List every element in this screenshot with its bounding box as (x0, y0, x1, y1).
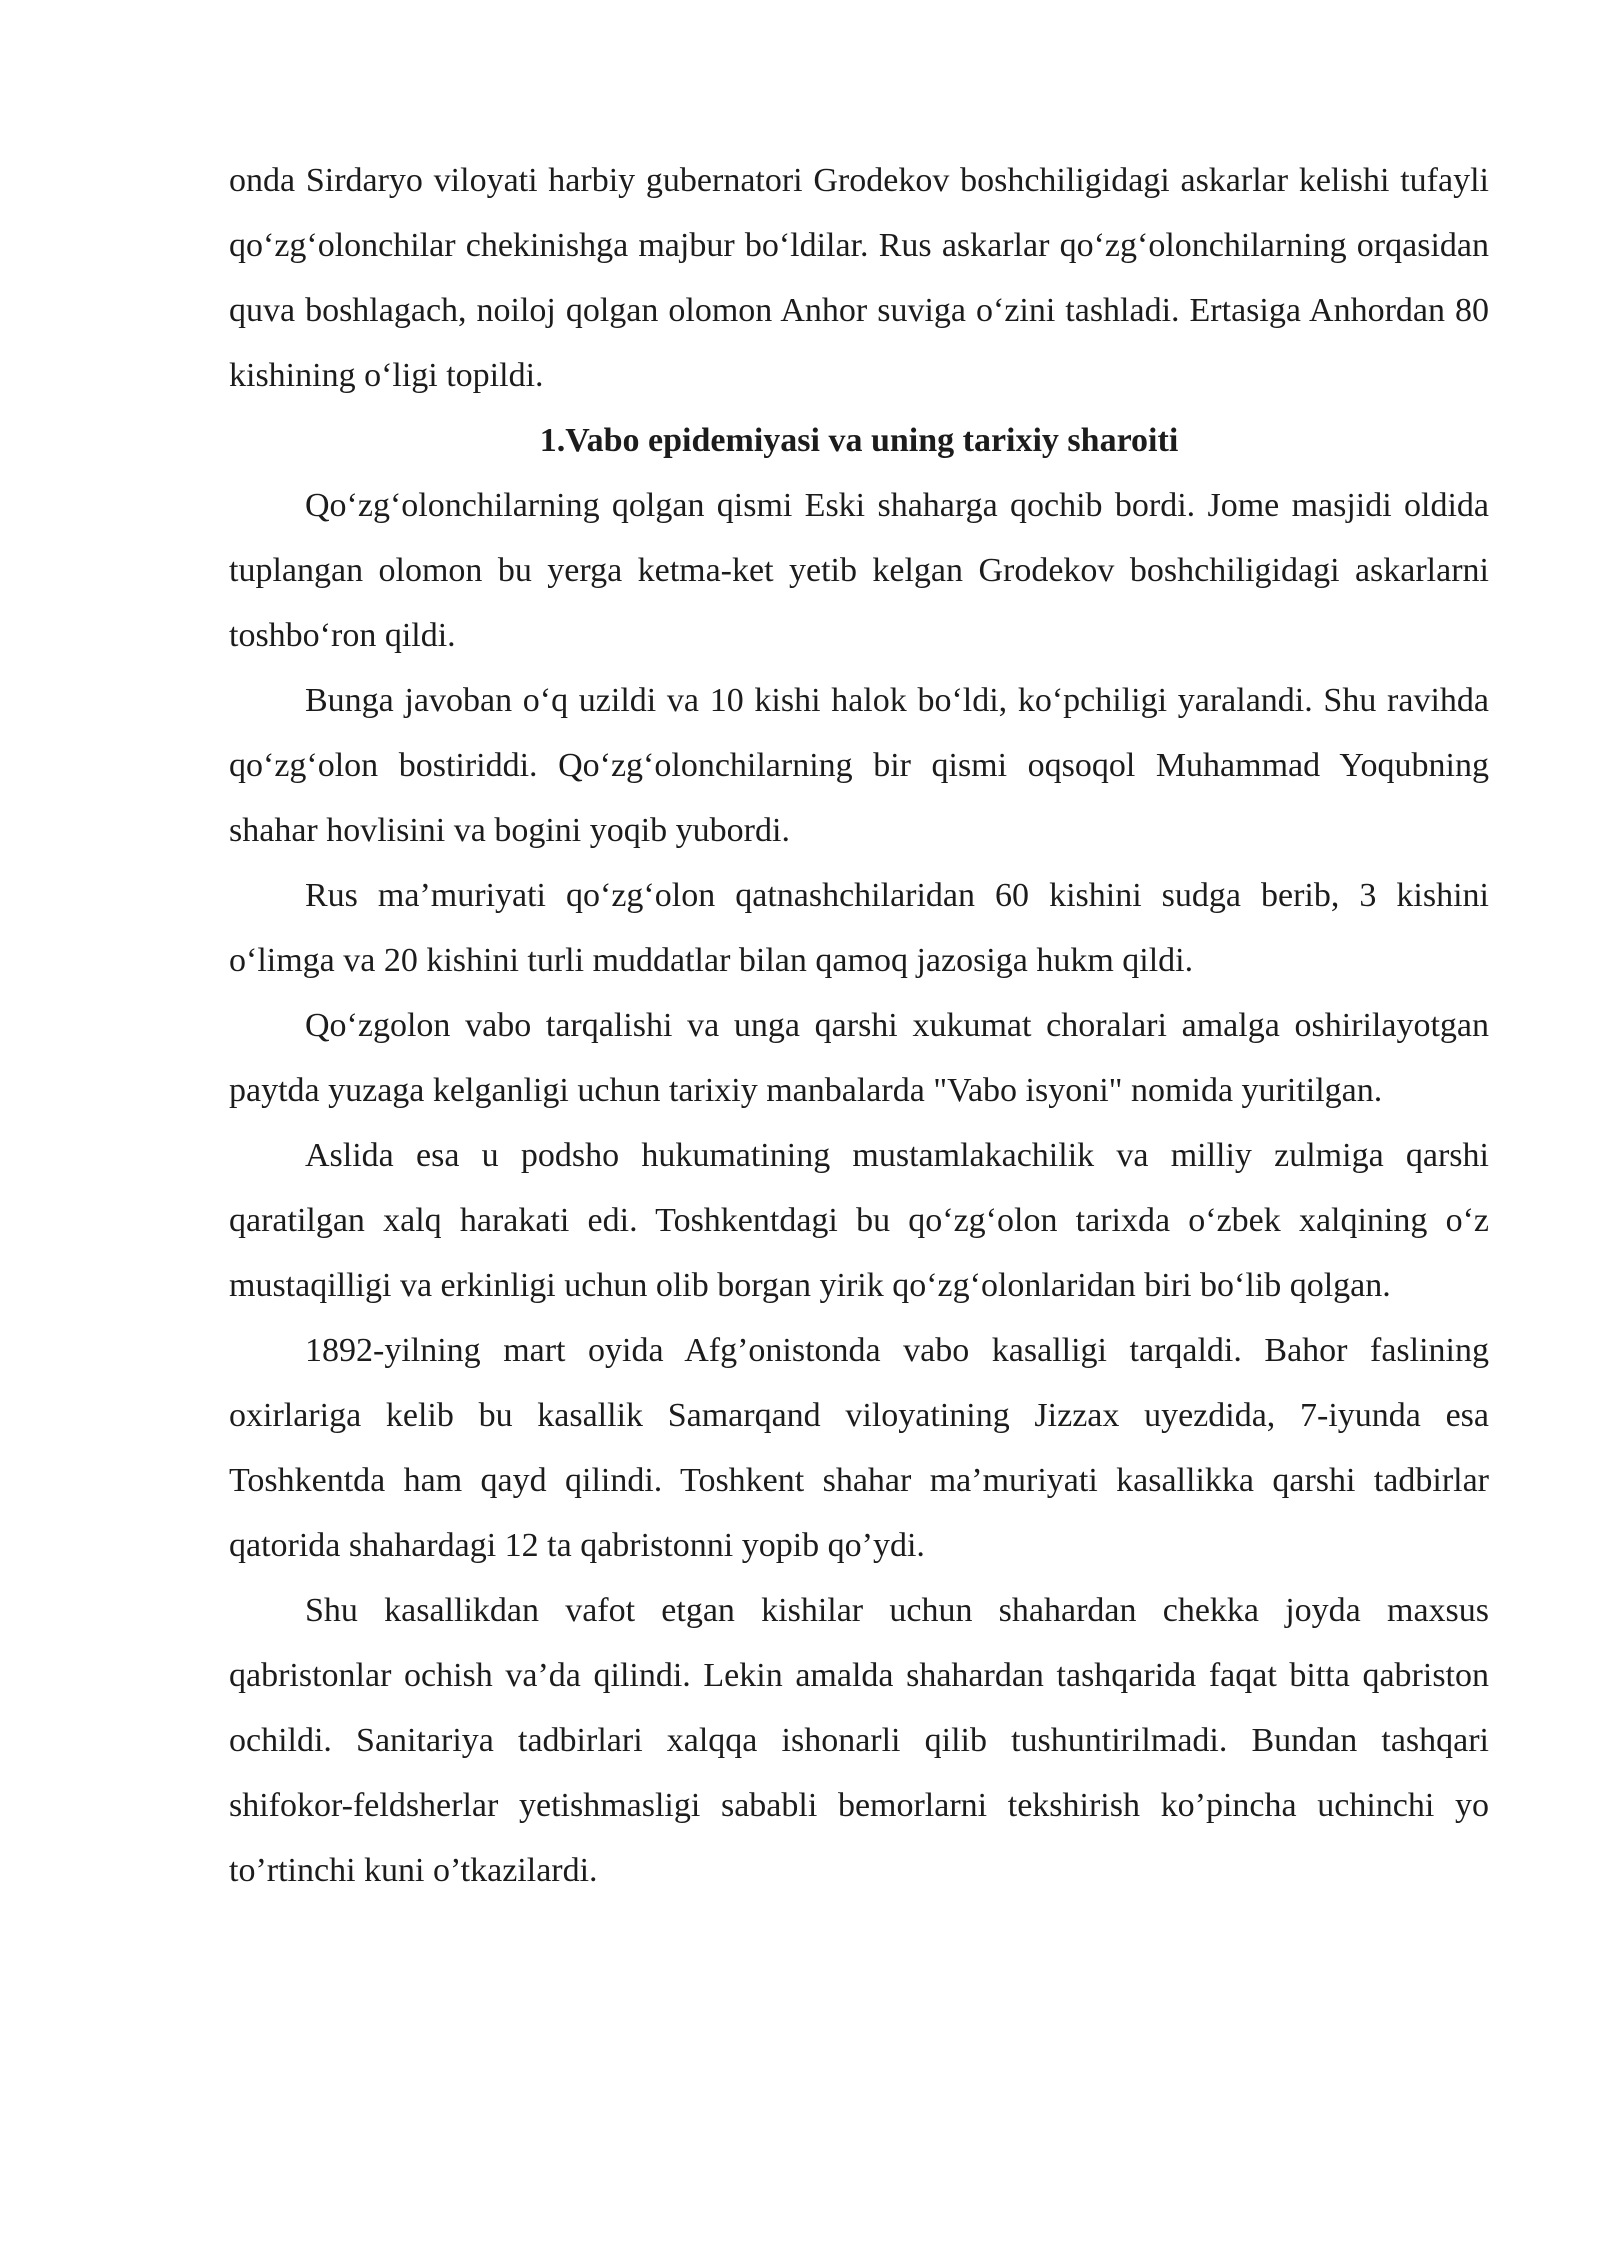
paragraph-1: Qo‘zg‘olonchilarning qolgan qismi Eski shaharga qochib bordi. Jome masjidi oldida tuplangan olomon bu yerga ketma-ket yetib kelgan Grodekov boshchiligidagi askarlarni toshbo‘ron qildi. (229, 487, 1489, 654)
paragraph-4: Qo‘zgolon vabo tarqalishi va unga qarshi xukumat choralari amalga oshirilayotgan paytda yuzaga kelganligi uchun tarixiy manbalarda "Vabo isyoni" nomida yuritilgan. (229, 1007, 1489, 1109)
paragraph-2: Bunga javoban o‘q uzildi va 10 kishi halok bo‘ldi, ko‘pchiligi yaralandi. Shu ravihda qo‘zg‘olon bostiriddi. Qo‘zg‘olonchilarning bir qismi oqsoqol Muhammad Yoqubning shahar hovlisini va bogini yoqib yubordi. (229, 682, 1489, 849)
paragraph-7: Shu kasallikdan vafot etgan kishilar uchun shahardan chekka joyda maxsus qabristonlar ochish va’da qilindi. Lekin amalda shahardan tashqarida faqat bitta qabriston ochildi. Sanitariya tadbirlari xalqqa ishonarli qilib tushuntirilmadi. Bundan tashqari shifokor-feldsherlar yetishmasligi sababli bemorlarni tekshirish ko’pincha uchinchi yo to’rtinchi kuni o’tkazilardi. (229, 1592, 1489, 1889)
opening-paragraph: onda Sirdaryo viloyati harbiy gubernatori Grodekov boshchiligidagi askarlar kelishi tufayli qo‘zg‘olonchilar chekinishga majbur bo‘ldilar. Rus askarlar qo‘zg‘olonchilarning orqasidan quva boshlagach, noiloj qolgan olomon Anhor suviga o‘zini tashladi. Ertasiga Anhordan 80 kishining o‘ligi topildi. (229, 162, 1489, 394)
document-body (229, 148, 1489, 1903)
paragraph-3: Rus ma’muriyati qo‘zg‘olon qatnashchilaridan 60 kishini sudga berib, 3 kishini o‘limga va 20 kishini turli muddatlar bilan qamoq jazosiga hukm qildi. (229, 877, 1489, 979)
paragraph-5: Aslida esa u podsho hukumatining mustamlakachilik va milliy zulmiga qarshi qaratilgan xalq harakati edi. Toshkentdagi bu qo‘zg‘olon tarixda o‘zbek xalqining o‘z mustaqilligi va erkinligi uchun olib borgan yirik qo‘zg‘olonlaridan biri bo‘lib qolgan. (229, 1137, 1489, 1304)
section-heading: 1.Vabo epidemiyasi va uning tarixiy sharoiti (539, 422, 1179, 459)
paragraph-6: 1892-yilning mart oyida Afg’onistonda vabo kasalligi tarqaldi. Bahor faslining oxirlariga kelib bu kasallik Samarqand viloyatining Jizzax uyezdida, 7-iyunda esa Toshkentda ham qayd qilindi. Toshkent shahar ma’muriyati kasallikka qarshi tadbirlar qatorida shahardagi 12 ta qabristonni yopib qo’ydi. (229, 1332, 1489, 1564)
